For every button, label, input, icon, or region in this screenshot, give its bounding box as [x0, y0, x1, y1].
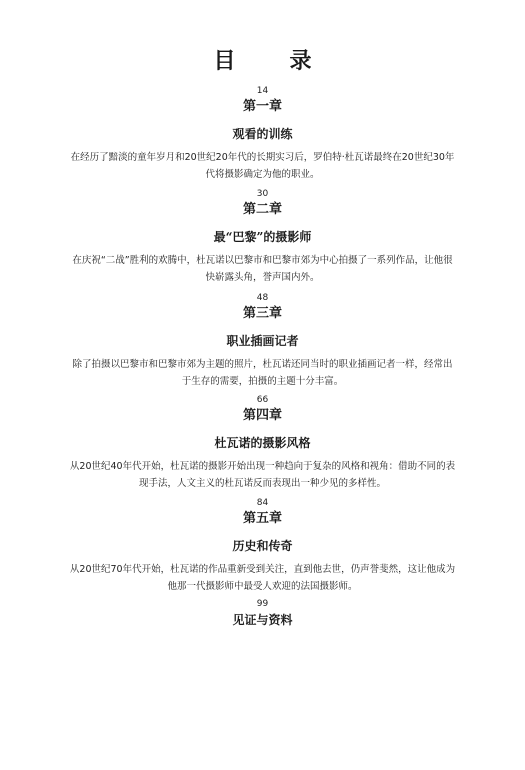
chapter-label: 第四章	[242, 408, 282, 423]
toc-chapter-2[interactable]	[0, 188, 525, 286]
page-number: 99	[256, 599, 269, 609]
chapter-title: 最“巴黎”的摄影师	[213, 230, 312, 244]
chapter-summary: 从20世纪70年代开始，杜瓦诺的作品重新受到关注，直到他去世，仍声誉斐然，这让他成为他那一代摄影师中最受人欢迎的法国摄影师。	[69, 564, 456, 592]
page-number: 30	[256, 189, 269, 199]
chapter-title: 职业插画记者	[226, 334, 299, 348]
page-number: 84	[256, 498, 269, 508]
page-number: 48	[256, 293, 269, 303]
toc-chapter-5[interactable]	[0, 497, 525, 595]
chapter-summary: 从20世纪40年代开始，杜瓦诺的摄影开始出现一种趋向于复杂的风格和视角：借助不同的表现手法，人文主义的杜瓦诺反而表现出一种少见的多样性。	[69, 461, 456, 489]
chapter-summary: 除了拍摄以巴黎市和巴黎市郊为主题的照片，杜瓦诺还同当时的职业插画记者一样，经常出于生存的需要，拍摄的主题十分丰富。	[72, 359, 453, 387]
chapter-title: 见证与资料	[232, 613, 293, 627]
chapter-title: 历史和传奇	[232, 539, 293, 553]
chapter-title: 杜瓦诺的摄影风格	[214, 436, 311, 450]
page-number: 14	[256, 86, 269, 96]
toc-chapter-3[interactable]	[0, 292, 525, 390]
chapter-summary: 在庆祝“二战”胜利的欢腾中，杜瓦诺以巴黎市和巴黎市郊为中心拍摄了一系列作品，让他很快崭露头角，誉声国内外。	[72, 255, 453, 283]
toc-chapter-1[interactable]	[0, 85, 525, 183]
chapter-label: 第五章	[242, 511, 282, 526]
toc-chapter-4[interactable]	[0, 394, 525, 492]
toc-title: 目 录	[213, 48, 328, 74]
chapter-label: 第一章	[242, 99, 282, 114]
chapter-label: 第三章	[242, 306, 282, 321]
chapter-summary: 在经历了黯淡的童年岁月和20世纪20年代的长期实习后，罗伯特·杜瓦诺最终在20世纪30年代将摄影确定为他的职业。	[70, 152, 455, 180]
page-number: 66	[256, 395, 269, 405]
chapter-title: 观看的训练	[232, 127, 293, 141]
chapter-label: 第二章	[242, 202, 282, 217]
toc-appendix[interactable]	[0, 598, 525, 628]
